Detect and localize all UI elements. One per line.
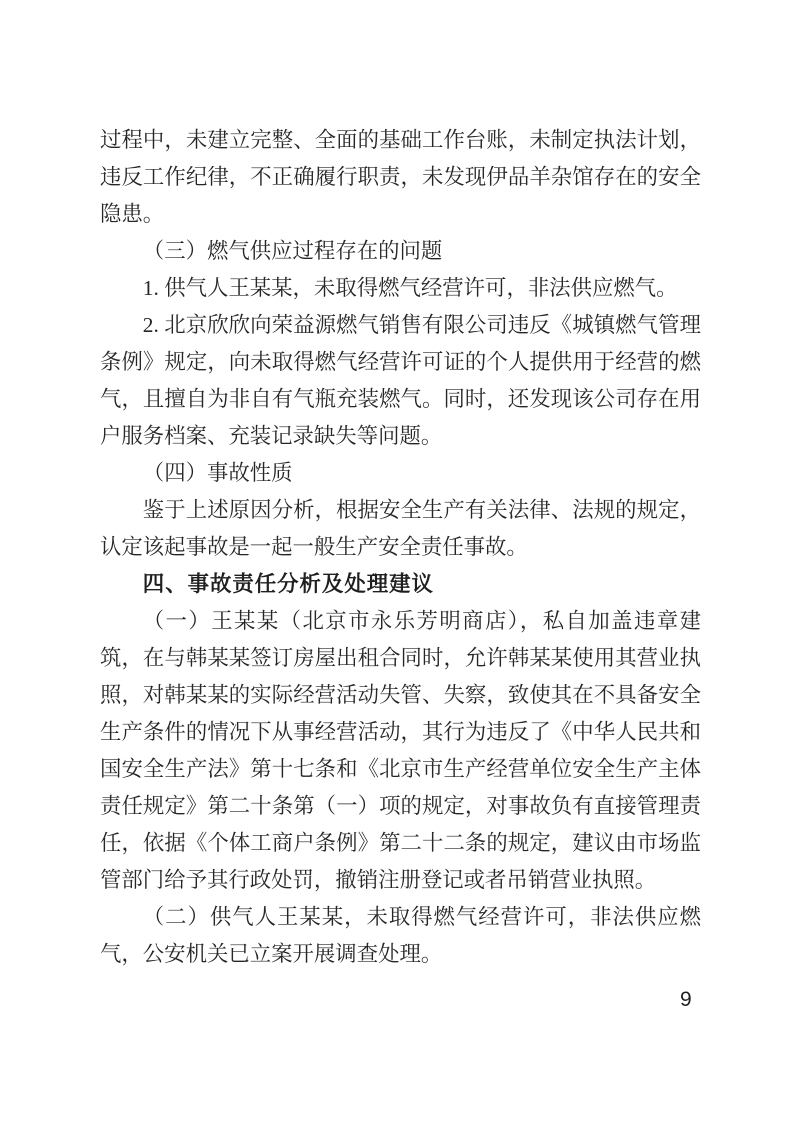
paragraph-accident-nature-body: 鉴于上述原因分析，根据安全生产有关法律、法规的规定，认定该起事故是一起一般生产安全责任事故。 [100, 498, 701, 559]
numbered-item-2: 2. 北京欣欣向荣益源燃气销售有限公司违反《城镇燃气管理条例》规定，向未取得燃气经营许可证的个人提供用于经营的燃气，且擅自为非自有气瓶充装燃气。同时，还发现该公司存在用户服务档案、充装记录缺失等问题。 [100, 313, 701, 448]
paragraph-continuation: 过程中，未建立完整、全面的基础工作台账，未制定执法计划，违反工作纪律，不正确履行职责，未发现伊品羊杂馆存在的安全隐患。 [100, 128, 701, 226]
page-number: 9 [680, 988, 692, 1011]
subsection-heading-gas-supply-problems: （三）燃气供应过程存在的问题 [142, 239, 443, 263]
section-heading-responsibility-analysis: 四、事故责任分析及处理建议 [142, 572, 434, 596]
subsection-heading-accident-nature: （四）事故性质 [142, 461, 293, 485]
numbered-item-1: 1. 供气人王某某，未取得燃气经营许可，非法供应燃气。 [142, 276, 678, 300]
paragraph-responsibility-item-2: （二）供气人王某某，未取得燃气经营许可，非法供应燃气，公安机关已立案开展调查处理。 [100, 905, 701, 966]
document-body [100, 122, 701, 973]
paragraph-responsibility-item-1: （一）王某某（北京市永乐芳明商店），私自加盖违章建筑，在与韩某某签订房屋出租合同时，允许韩某某使用其营业执照，对韩某某的实际经营活动失管、失察，致使其在不具备安全生产条件的情况下从事经营活动，其行为违反了《中华人民共和国安全生产法》第十七条和《北京市生产经营单位安全生产主体责任规定》第二十条第（一）项的规定，对事故负有直接管理责任，依据《个体工商户条例》第二十二条的规定，建议由市场监管部门给予其行政处罚，撤销注册登记或者吊销营业执照。 [100, 609, 701, 892]
